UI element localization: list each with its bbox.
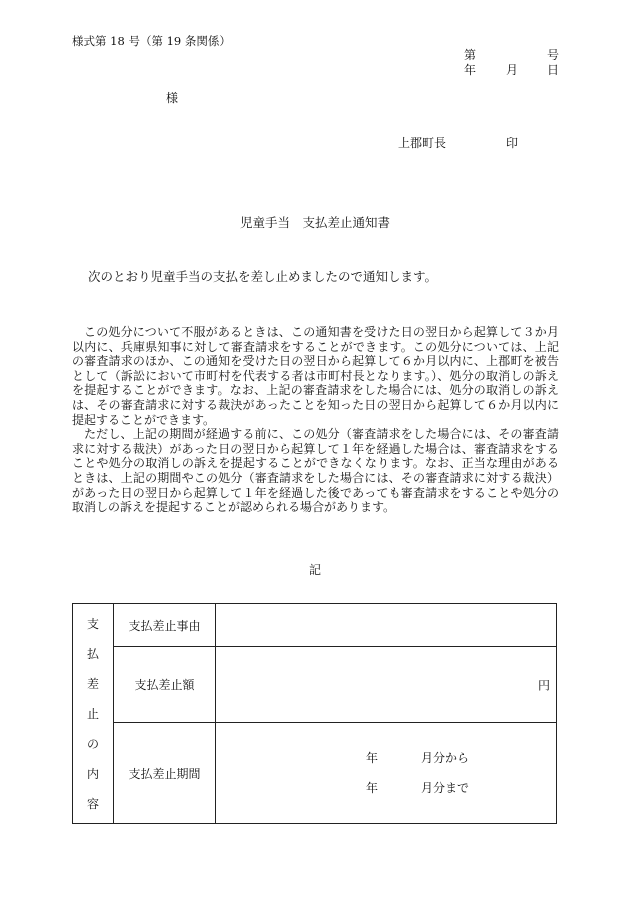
- seal-mark: 印: [506, 136, 519, 150]
- amount-value[interactable]: [216, 647, 557, 723]
- appeal-notice: [72, 325, 559, 515]
- period-from: 年 月分から: [366, 751, 470, 765]
- reason-value[interactable]: [216, 604, 557, 647]
- details-table: [72, 603, 557, 824]
- issuer: 上郡町長: [398, 136, 447, 150]
- amount-unit: 円: [537, 678, 550, 692]
- side-label: 支 払 差 止 の 内 容: [73, 604, 114, 824]
- reason-label: 支払差止事由: [114, 604, 216, 647]
- document-number-suffix: 号: [547, 48, 560, 62]
- form-number: 様式第 18 号（第 19 条関係）: [72, 34, 231, 48]
- notice-paragraph: ただし、上記の期間が経過する前に、この処分（審査請求をした場合には、その審査請求に対する裁決）があった日の翌日から起算して１年を経過した場合は、審査請求をすることや処分の取消しの訴えを提起することができなくなります。なお、正当な理由があるときは、上記の期間やこの処分（審査請求をした場合には、その審査請求に対する裁決）があった日の翌日から起算して１年を経過した後であっても審査請求をすることや処分の取消しの訴えを提起することが認められる場合があります。: [72, 427, 559, 515]
- ki-heading: 記: [308, 563, 321, 577]
- date-month: 月: [506, 63, 519, 77]
- document-number-prefix: 第: [464, 48, 477, 62]
- date-day: 日: [547, 63, 560, 77]
- intro-text: 次のとおり児童手当の支払を差し止めましたので通知します。: [88, 269, 438, 284]
- period-to: 年 月分まで: [366, 781, 470, 795]
- date-year: 年: [464, 63, 477, 77]
- period-value[interactable]: [216, 723, 557, 824]
- period-label: 支払差止期間: [114, 723, 216, 824]
- amount-label: 支払差止額: [114, 647, 216, 723]
- document-title: 児童手当 支払差止通知書: [239, 215, 390, 230]
- recipient-suffix: 様: [166, 91, 179, 105]
- notice-paragraph: この処分について不服があるときは、この通知書を受けた日の翌日から起算して３か月以内に、兵庫県知事に対して審査請求をすることができます。この処分については、上記の審査請求のほか、この通知を受けた日の翌日から起算して６か月以内に、上郡町を被告として（訴訟において市町村を代表する者は市町村長となります。）、処分の取消しの訴えを提起することができます。なお、上記の審査請求をした場合には、処分の取消しの訴えは、その審査請求に対する裁決があったことを知った日の翌日から起算して６か月以内に提起することができます。: [72, 325, 559, 427]
